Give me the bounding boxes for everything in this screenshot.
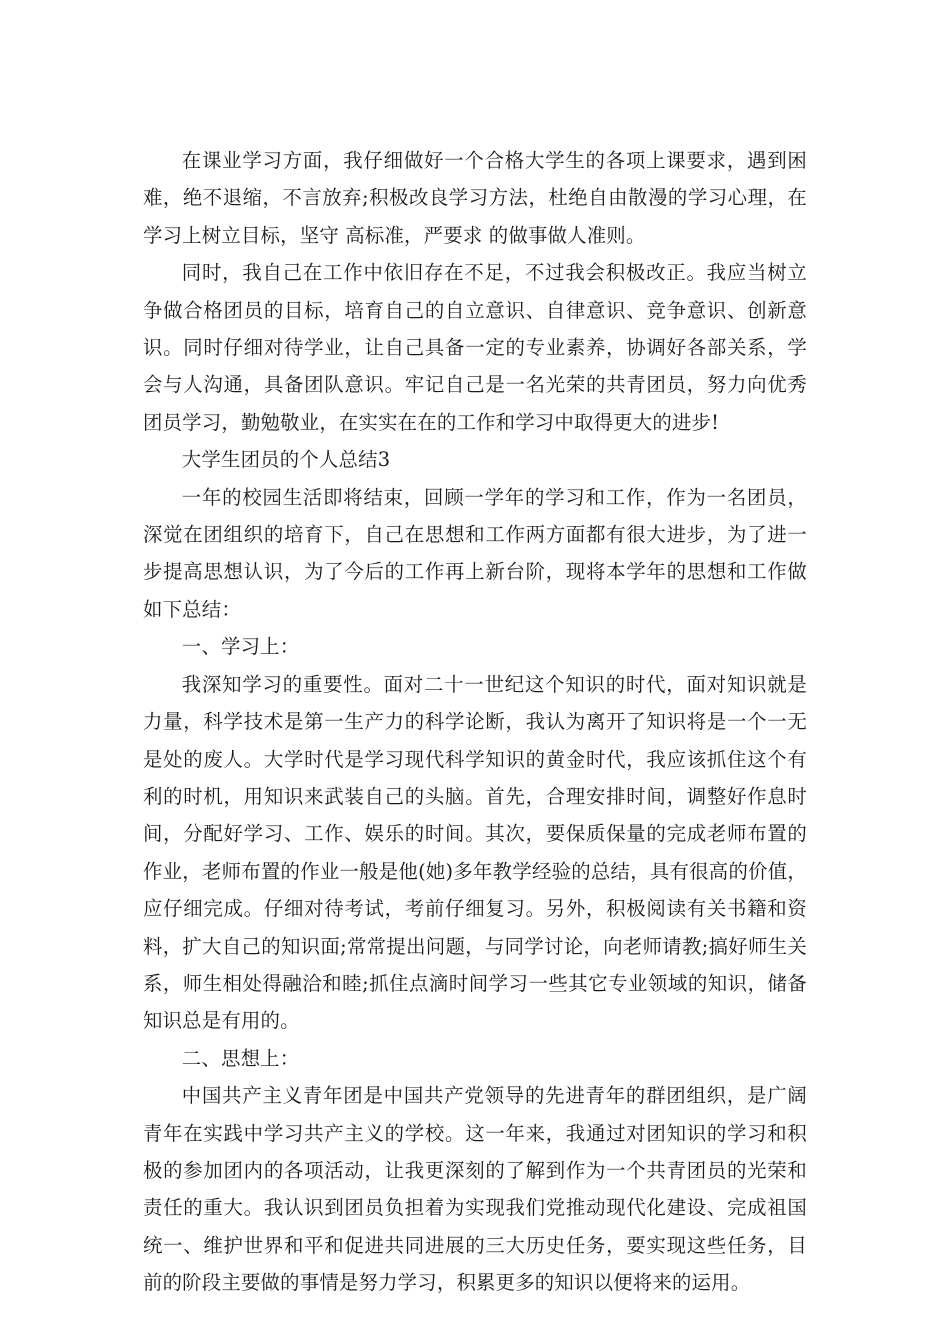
paragraph-thought: 中国共产主义青年团是中国共产党领导的先进青年的群团组织，是广阔青年在实践中学习共产主义的学校。这一年来，我通过对团知识的学习和积极的参加团内的各项活动，让我更深刻的了解到作为一个共青团员的光荣和责任的重大。我认识到团员负担着为实现我们党推动现代化建设、完成祖国统一、维护世界和平和促进共同进展的三大历史任务，要实现这些任务，目前的阶段主要做的事情是努力学习，积累更多的知识以便将来的运用。 xyxy=(143,1084,807,1295)
paragraph-introduction: 一年的校园生活即将结束，回顾一学年的学习和工作，作为一名团员，深觉在团组织的培育下，自己在思想和工作两方面都有很大进步，为了进一步提高思想认识，为了今后的工作再上新台阶，现将本学年的思想和工作做如下总结： xyxy=(143,485,807,621)
paragraph-study-habits: 在课业学习方面，我仔细做好一个合格大学生的各项上课要求，遇到困难，绝不退缩，不言放弃;积极改良学习方法，杜绝自由散漫的学习心理，在学习上树立目标，坚守 高标准，严要求 的做事做人准则。 xyxy=(143,149,807,247)
paragraph-study: 我深知学习的重要性。面对二十一世纪这个知识的时代，面对知识就是力量，科学技术是第一生产力的科学论断，我认为离开了知识将是一个一无是处的废人。大学时代是学习现代科学知识的黄金时代，我应该抓住这个有利的时机，用知识来武装自己的头脑。首先，合理安排时间，调整好作息时间，分配好学习、工作、娱乐的时间。其次，要保质保量的完成老师布置的作业，老师布置的作业一般是他(她)多年教学经验的总结，具有很高的价值，应仔细完成。仔细对待考试，考前仔细复习。另外，积极阅读有关书籍和资料，扩大自己的知识面;常常提出问题，与同学讨论，向老师请教;搞好师生关系，师生相处得融洽和睦;抓住点滴时间学习一些其它专业领域的知识，储备知识总是有用的。 xyxy=(143,672,807,1033)
document-body xyxy=(143,142,807,1302)
subheading-study: 一、学习上： xyxy=(181,635,300,659)
section-heading-summary-3: 大学生团员的个人总结3 xyxy=(181,448,391,472)
subheading-thought: 二、思想上： xyxy=(181,1046,300,1070)
paragraph-shortcomings: 同时，我自己在工作中依旧存在不足，不过我会积极改正。我应当树立争做合格团员的目标，培育自己的自立意识、自律意识、竞争意识、创新意识。同时仔细对待学业，让自己具备一定的专业素养，协调好各部关系，学会与人沟通，具备团队意识。牢记自己是一名光荣的共青团员，努力向优秀团员学习，勤勉敬业，在实实在在的工作和学习中取得更大的进步! xyxy=(143,261,807,434)
